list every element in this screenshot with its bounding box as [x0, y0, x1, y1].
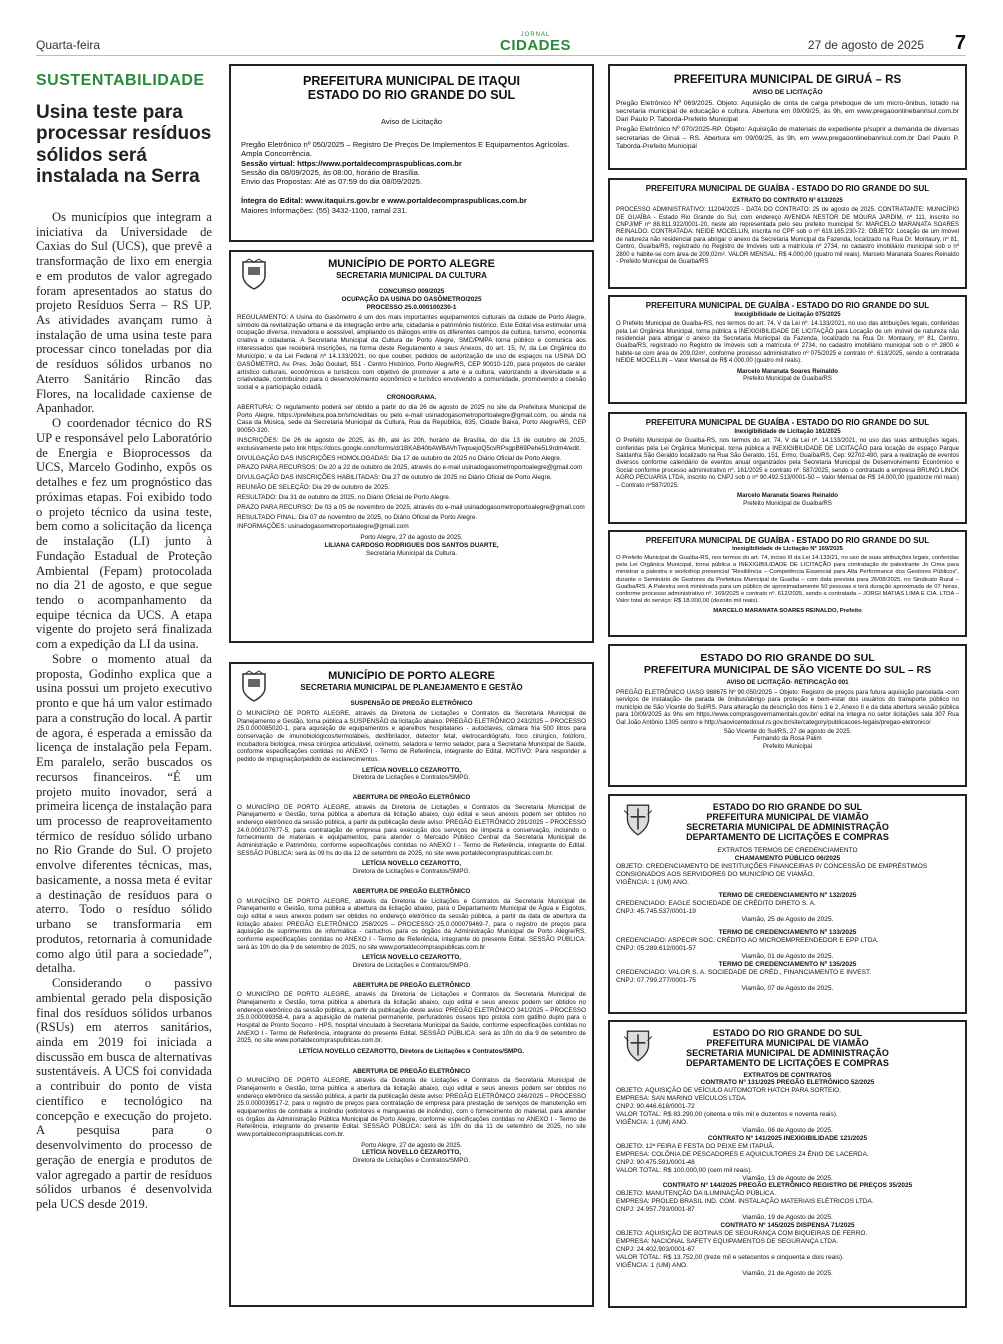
paragraph: Considerando o passivo ambiental gerado pela disposição final dos resíduos sólidos urbanos (RSUs) em aterros sanitários, ainda em 2019 foi iniciada a discussão em busca de alternativas sustentáveis. A UCS foi convidada a contribuir do ponto de vista científico e tecnológico na concepção e execução do projeto. A pesquisa para o desenvolvimento do processo de geração de energia e produtos de valor agregado a partir de resíduos sólidos urbanos é desenvolvida pela UCS desde 2019. — [36, 976, 212, 1212]
page-number: 7 — [954, 32, 966, 54]
ad-porto-alegre-cultura: MUNICÍPIO DE PORTO ALEGRE SECRETARIA MUNICIPAL DA CULTURA CONCURSO 009/2025 OCUPAÇÃO DA USINA DO GASÔMETRO/2025 PROCESSO 25.0.000100230-1 REGULAMENTO: A Usina do Gasômetro é um dos mais importantes equipamentos culturais da cidade de Porto Alegre, símbolo da revitalização urbana e da integração entre arte, cidadania e patrimônio histórico. Este Edital visa estimular uma ocupação diversa, inovadora e acessível, ampliando os diálogos entre os diferentes campos da cultura, turismo, economia criativa e cidadania. A Secretaria Municipal da Cultura de Porto Alegre, SMC/PMPA torna público e comunica aos interessados que receberá inscrições, na forma deste Regulamento e seus Anexos, do art. 15, IV, da Lei Orgânica do Município, e da Lei Federal nº 14.133/2021, no que couber, pedidos de autorização de uso de espaços na USINA DO GASÔMETRO, Av. Pres. João Goulart, 551 - Centro Histórico, Porto Alegre/RS, CEP 90010-120, para projetos de caráter artístico culturais, econômicos e turísticos com objetivo de promover a arte e a cultura, valorizando a diversidade e a criatividade, contribuindo para o desenvolvimento econômico e turístico envolvendo a comunidade, promovendo a coesão social e a participação cidadã. CRONOGRAMA. ABERTURA: O regulamento poderá ser obtido a partir do dia 26 de agosto de 2025 no site da Prefeitura Municipal de Porto Alegre, https://prefeitura.poa.br/smc/editais ou pelo e-mail usinadogasometroportoalegre@gmail.com, ou ainda na Casa da Música, sede da Secretaria Municipal da Cultura, Rua da República, 635, Cidade Baixa, Porto Alegre/RS, CEP 90050-320. INSCRIÇÕES: De 26 de agosto de 2025, às 8h, até às 20h, horário de Brasília, do dia 13 de outubro de 2025, exclusivamente pelo link https://docs.google.com/forms/d/1BKAB40bAWBAVhTwpuejoQ5cvRPsgpB69Pehe5L9rdm4/edit. DIVULGAÇÃO DAS INSCRIÇÕES HOMOLOGADAS: Dia 17 de outubro de 2025 no Diário Oficial de Porto Alegre. PRAZO PARA RECURSOS: De 20 a 22 de outubro de 2025, através do e-mail usinadogasometroportoalegre@gmail.com DIVULGAÇÃO DAS INSCRIÇÕES HABILITADAS: Dia 27 de outubro de 2025 no Diário Oficial de Porto Alegre. REUNIÃO DE SELEÇÃO: Dia 29 de outubro de 2025. RESULTADO: Dia 31 de outubro de 2025, no Diário Oficial de Porto Alegre. PRAZO PARA RECURSO: De 03 a 05 de novembro de 2025, através do e-mail usinadogasometroportoalegre@gmail.com RESULTADO FINAL: Dia 07 de novembro de 2025, no Diário Oficial de Porto Alegre. INFORMAÇÕES: usinadogasometroportoalegre@gmail.com Porto Alegre, 27 de agosto de 2025. LILIANA CARDOSO RODRIGUES DOS SANTOS DUARTE, Secretária Municipal da Cultura. — [229, 250, 594, 643]
ad-viamao-contratos: ESTADO DO RIO GRANDE DO SUL PREFEITURA MUNICIPAL DE VIAMÃO SECRETARIA MUNICIPAL DE ADMINISTRAÇÃO DEPARTAMENTO DE LICITAÇÕES E COMPRAS EXTRATOS DE CONTRATOS CONTRATO Nº 131/2025 PREGÃO ELETRÔNICO 52/2025 OBJETO: AQUISIÇÃO DE VEÍCULO AUTOMOTOR HATCH PARA SORTEIO. EMPRESA: SAN MARINO VEÍCULOS LTDA. CNPJ: 90.446.618/0001-72 VALOR TOTAL: R$ 83.290,00 (oitenta e três mil e duzentos e noventa reais). VIGÊNCIA: 1 (UM) ANO. Viamão, 06 de Agosto de 2025. CONTRATO Nº 141/2025 INEXIGIBILIDADE 121/2025 OBJETO: 12ª FEIRA E FESTA DO PEIXE EM ITAPUÃ. EMPRESA: COLÔNIA DE PESCADORES E AQUICULTORES Z4 ÊNIO DE LACERDA. CNPJ: 90.475.591/0001-48 VALOR TOTAL: R$ 100.000,00 (cem mil reais). Viamão, 13 de Agosto de 2025. CONTRATO Nº 144/2025 PREGÃO ELETRÔNICO REGISTRO DE PREÇOS 35/2025 OBJETO: MANUTENÇÃO DA ILUMINAÇÃO PÚBLICA. EMPRESA: PROLED BRASIL IND. COM. INSTALAÇÃO MATERIAIS ELÉTRICOS LTDA. CNPJ: 24.957.793/0001-87 Viamão, 19 de Agosto de 2025. CONTRATO Nº 145/2025 DISPENSA 71/2025 OBJETO: AQUISIÇÃO DE BOTINAS DE SEGURANÇA COM BIQUEIRAS DE FERRO. EMPRESA: NACIONAL SAFETY EQUIPAMENTOS DE SEGURANÇA LTDA. CNPJ: 24.402.903/0001-67 VALOR TOTAL: R$ 13.752,00 (treze mil e setecentos e cinquenta e dois reais). VIGÊNCIA: 1 (UM) ANO. Viamão, 21 de Agosto de 2025. — [608, 1020, 967, 1308]
notice-block: SUSPENSÃO DE PREGÃO ELETRÔNICO O MUNICÍPIO DE PORTO ALEGRE, através da Diretoria de Licitações e Contratos da Secretaria Municipal de Planejamento e Gestão, torna pública a SUSPENSÃO da licitação abaixo: PREGÃO ELETRÔNICO 243/2025 – PROCESSO 25.0.000085020-1, para aquisição de equipamentos e aparelhos hospitalares - autoclaves, câmara fria 500 litros para conservação de imunobiológicos/termolábeis, desfibrilador, detector fetal, eletrocardiógrafo, foco cirúrgico, fotóforo, incubadora biológica, mesa cirúrgica articulável, oxímetro, seladora e termo selador, para a Secretaria Municipal de Saúde, conforme especificações contidas no ANEXO I - Termo de Referência, integrante do Edital. MOTIVO: Para responder a pedido de impugnação/pedido de esclarecimentos. LETÍCIA NOVELLO CEZAROTTO, Diretora de Licitações e Contratos/SMPG. — [237, 700, 586, 782]
newspaper-logo: JORNAL CIDADES — [500, 32, 572, 54]
viamao-crest-icon — [622, 802, 654, 838]
ad-porto-alegre-smpg: MUNICÍPIO DE PORTO ALEGRE SECRETARIA MUNICIPAL DE PLANEJAMENTO E GESTÃO SUSPENSÃO DE PREGÃO ELETRÔNICO O MUNICÍPIO DE PORTO ALEGRE, através da Diretoria de Licitações e Contratos da Secretaria Municipal de Planejamento e Gestão, torna pública a SUSPENSÃO da licitação abaixo: PREGÃO ELETRÔNICO 243/2025 – PROCESSO 25.0.000085020-1, para aquisição de equipamentos e aparelhos hospitalares - autoclaves, câmara fria 500 litros para conservação de imunobiológicos/termolábeis, desfibrilador, detector fetal, eletrocardiógrafo, foco cirúrgico, fotóforo, incubadora biológica, mesa cirúrgica articulável, oxímetro, seladora e termo selador, para a Secretaria Municipal de Saúde, conforme especificações contidas no ANEXO I - Termo de Referência, integrante do Edital. MOTIVO: Para responder a pedido de impugnação/pedido de esclarecimentos. LETÍCIA NOVELLO CEZAROTTO, Diretora de Licitações e Contratos/SMPG. ABERTURA DE PREGÃO ELETRÔNICO O MUNICÍPIO DE PORTO ALEGRE, através da Diretoria de Licitações e Contratos da Secretaria Municipal de Planejamento e Gestão, torna pública a abertura da licitação abaixo, cujo edital e seus anexos podem ser obtidos no endereço eletrônico da sessão pública, a partir da publicação deste aviso: PREGÃO ELETRÔNICO 291/2025 – PROCESSO 24.0.000107677-5, para contratação de empresa para execução dos serviços de limpeza e conservação, incluindo o fornecimento de materiais e equipamentos, para atender o Mercado Público Central da Secretaria Municipal de Administração e Patrimônio, conforme especificações contidas no ANEXO I - Termo de Referência, integrante do Edital. SESSÃO PÚBLICA: será às 09 hs do dia 12 de setembro de 2025, no site www.portaldecompraspublicas.com.br. LETÍCIA NOVELLO CEZAROTTO, Diretora de Licitações e Contratos/SMPG. ABERTURA DE PREGÃO ELETRÔNICO O MUNICÍPIO DE PORTO ALEGRE, através da Diretoria de Licitações e Contratos da Secretaria Municipal de Planejamento e Gestão, torna pública a abertura da licitação abaixo, para o Departamento Municipal de Água e Esgotos, cujo edital e seus anexos podem ser obtidos no endereço eletrônico da sessão pública, a partir da data de abertura da licitação abaixo: PREGÃO ELETRÔNICO 258/2025 – PROCESSO 25.0.000079469-7, para o registro de preços para aquisição de suprimentos de informática - cartuchos para os órgãos da Administração Municipal de Porto Alegre/RS, conforme especificações contidas no ANEXO I - Termo de Referência, integrante do presente Edital. SESSÃO PÚBLICA: será às 10h do dia 9 de setembro de 2025, no site www.portaldecompraspublicas.com.br LETÍCIA NOVELLO CEZAROTTO, Diretora de Licitações e Contratos/SMPG. ABERTURA DE PREGÃO ELETRÔNICO O MUNICÍPIO DE PORTO ALEGRE, através da Diretoria de Licitações e Contratos da Secretaria Municipal de Planejamento e Gestão, torna pública a abertura da licitação abaixo, cujo edital e seus anexos podem ser obtidos no endereço eletrônico da sessão pública, a partir da publicação deste aviso: PREGÃO ELETRÔNICO 341/2025 – PROCESSO 25.0.000099358-4, para a aquisição de material permanente, perfuradores ósseos tipo pistola com gatilho duplo para o Hospital de Pronto Socorro - HPS, hospital vinculado à Secretaria Municipal da Saúde, conforme especificações contidas no ANEXO I - Termo de Referência, integrante do presente Edital. SESSÃO PÚBLICA: será às 10h do dia 9 de setembro de 2025, no site www.portaldecompraspublicas.com.br. LETÍCIA NOVELLO CEZAROTTO, Diretora de Licitações e Contratos/SMPG. ABERTURA DE PREGÃO ELETRÔNICO O MUNICÍPIO DE PORTO ALEGRE, através da Diretoria de Licitações e Contratos da Secretaria Municipal de Planejamento e Gestão, torna pública a abertura da licitação abaixo, cujo edital e seus anexos podem ser obtidos no endereço eletrônico da sessão pública, a partir da publicação deste aviso: PREGÃO ELETRÔNICO 246/2025 – PROCESSO 25.0.000039517-2, para o registro de preços para contratação de empresa para prestação de serviços de manutenção em equipamentos de combate a incêndio (extintores e mangueiras de incêndio), com o fornecimento do material, para atender os órgãos da Administração Pública Municipal de Porto Alegre, conforme especificações contidas no ANEXO I - Termo de Referência, integrante do presente Edital. SESSÃO PÚBLICA: será às 10h do dia 11 de setembro de 2025, no site www.portaldecompraspublicas.com.br. Porto Alegre, 27 de agosto de 2025. LETÍCIA NOVELLO CEZAROTTO, Diretora de Licitações e Contratos/SMPG. — [229, 662, 594, 1307]
page-header — [36, 34, 966, 56]
paragraph: Os municípios que integram a iniciativa da Universidade de Caxias do Sul (UCS), que prevê a transformação de lixo em energia e em produtos de valor agregado foram apresentados ao status do projeto Resíduos Serra – RS UP. As atividades avançam rumo à instalação de uma usina teste para processar cinco toneladas por dia de resíduos sólidos urbanos no Aterro Sanitário Rincão das Flores, na localidade caxiense de Apanhador. — [36, 209, 212, 416]
notice-block: ABERTURA DE PREGÃO ELETRÔNICO O MUNICÍPIO DE PORTO ALEGRE, através da Diretoria de Licitações e Contratos da Secretaria Municipal de Planejamento e Gestão, torna pública a abertura da licitação abaixo, cujo edital e seus anexos podem ser obtidos no endereço eletrônico da sessão pública, a partir da publicação deste aviso: PREGÃO ELETRÔNICO 341/2025 – PROCESSO 25.0.000099358-4, para a aquisição de material permanente, perfuradores ósseos tipo pistola com gatilho duplo para o Hospital de Pronto Socorro - HPS, hospital vinculado à Secretaria Municipal da Saúde, conforme especificações contidas no ANEXO I - Termo de Referência, integrante do presente Edital. SESSÃO PÚBLICA: será às 10h do dia 9 de setembro de 2025, no site www.portaldecompraspublicas.com.br. LETÍCIA NOVELLO CEZAROTTO, Diretora de Licitações e Contratos/SMPG. — [237, 981, 586, 1055]
paragraph: O coordenador técnico do RS UP e responsável pelo Laboratório de Energia e Bioprocessos da UCS, Marcelo Godinho, expôs os detalhes e fez um prognóstico das próximas etapas. Foi exibido todo o projeto técnico da usina teste, bem como a solicitação da licença de instalação (LI) junto à Fundação Estadual de Proteção Ambiental (Fepam) protocolada no dia 21 de agosto, e que segue tendo o acompanhamento da equipe técnica da UCS. A etapa vigente do projeto será finalizada com a expedição da LI da usina. — [36, 416, 212, 652]
headline: Usina teste para processar resíduos sólidos será instalada na Serra — [36, 102, 212, 188]
viamao-crest-icon — [622, 1028, 654, 1064]
ad-viamao-credenciamento: ESTADO DO RIO GRANDE DO SUL PREFEITURA MUNICIPAL DE VIAMÃO SECRETARIA MUNICIPAL DE ADMINISTRAÇÃO DEPARTAMENTO DE LICITAÇÕES E COMPRAS EXTRATOS TERMOS DE CREDENCIAMENTO CHAMAMENTO PÚBLICO 06/2025 OBJETO: CREDENCIAMENTO DE INSTITUIÇÕES FINANCEIRAS P/ CONCESSÃO DE EMPRÉSTIMOS CONSIGNADOS AOS SERVIDORES DO MUNICÍPIO DE VIAMÃO. VIGÊNCIA: 1 (UM) ANO. TERMO DE CREDENCIAMENTO Nº 132/2025 CREDENCIADO: EAGLE SOCIEDADE DE CRÉDITO DIRETO S. A. CNPJ: 45.745.537/0001-19 Viamão, 25 de Agosto de 2025. TERMO DE CREDENCIAMENTO Nº 133/2025 CREDENCIADO: ASPECIR SOC. CRÉDITO AO MICROEMPREENDEDOR E EPP LTDA. CNPJ: 05.289.612/0001-57 Viamão, 01 de Agosto de 2025. TERMO DE CREDENCIAMENTO Nº 135/2025 CREDENCIADO: VALOR S. A. SOCIEDADE DE CRÉD., FINANCIAMENTO E INVEST. CNPJ: 07.799.277/0001-75 Viamão, 07 de Agosto de 2025. — [608, 794, 967, 1014]
ad-girua: PREFEITURA MUNICIPAL DE GIRUÁ – RS AVISO DE LICITAÇÃO Pregão Eletrônico Nº 069/2025. Objeto: Aquisição de cinta de carga p/reboque de um micro-ônibus, lotado na secretaria municipal de educação e cultura. Abertura em 09/09/25, às 9h, em www.pregaoonlinebanrisul.com.br Dari Paulo P. Taborda-Prefeito Municipal Pregão Eletrônico Nº 070/2025-RP. Objeto: Aquisição de materiais de expediente p/suprir a demanda de diversas secretarias de Giruá – RS. Abertura em 09/09/25, às 9h, em www.pregaoonlinebanrisul.com.br Dari Paulo P. Taborda-Prefeito Municipal — [608, 64, 967, 170]
notice-block: ABERTURA DE PREGÃO ELETRÔNICO O MUNICÍPIO DE PORTO ALEGRE, através da Diretoria de Licitações e Contratos da Secretaria Municipal de Planejamento e Gestão, torna pública a abertura da licitação abaixo, cujo edital e seus anexos podem ser obtidos no endereço eletrônico da sessão pública, a partir da publicação deste aviso: PREGÃO ELETRÔNICO 246/2025 – PROCESSO 25.0.000039517-2, para o registro de preços para contratação de empresa para prestação de serviços de manutenção em equipamentos de combate a incêndio (extintores e mangueiras de incêndio), com o fornecimento do material, para atender os órgãos da Administração Pública Municipal de Porto Alegre, conforme especificações contidas no ANEXO I - Termo de Referência, integrante do presente Edital. SESSÃO PÚBLICA: será às 10h do dia 11 de setembro de 2025, no site www.portaldecompraspublicas.com.br. Porto Alegre, 27 de agosto de 2025. LETÍCIA NOVELLO CEZAROTTO, Diretora de Licitações e Contratos/SMPG. — [237, 1067, 586, 1164]
weekday: Quarta-feira — [36, 38, 101, 52]
ad-guaiba-inexigibilidade-075: PREFEITURA MUNICIPAL DE GUAÍBA - ESTADO DO RIO GRANDE DO SUL Inexigibilidade de Licitação 075/2025 O Prefeito Municipal de Guaíba-RS, nos termos do art. 74, V da Lei nº. 14.133/2021, no uso das atribuições legais, conferidas pela Lei Orgânica Municipal, torna pública a INEXIGIBILIDADE DE LICITAÇÃO para Locação de um imóvel de natureza não residencial para abrigar o anexo da Secretaria Municipal da Fazenda, localizado na Rua Dr. Montaury, nº 81, Centro, Guaíba/RS, registrado no Registro de Imóveis sob a matrícula nº 2734, no cadastro imobiliário municipal sob o nº 2800 e habite-se com área de 209,02m², conforme processo administrativo nº 075/2025 e contrato nº. 613/2025, sendo a contratada NEIDE MOCELLIN – Valor Mensal de R$ 4.000,00 (quatro mil reais). Marcelo Maranata Soares Reinaldo Prefeito Municipal de Guaíba/RS — [608, 295, 967, 404]
article-body — [36, 210, 212, 1212]
ad-itaqui: PREFEITURA MUNICIPAL DE ITAQUI ESTADO DO RIO GRANDE DO SUL Aviso de Licitação Pregão Eletrônico nº 050/2025 – Registro De Preços De Implementos E Equipamentos Agrícolas. Ampla Concorrência. Sessão virtual: https://www.portaldecompraspublicas.com.br Sessão dia 08/09/2025, às 08:00, horário de Brasília. Envio das Propostas: Até as 07:59 do dia 08/09/2025. Íntegra do Edital: www.itaqui.rs.gov.br e www.portaldecompraspublicas.com.br Maiores Informações: (55) 3432-1100, ramal 231. — [229, 64, 594, 242]
issue-date: 27 de agosto de 2025 — [807, 38, 924, 52]
ad-sao-vicente-do-sul: ESTADO DO RIO GRANDE DO SUL PREFEITURA MUNICIPAL DE SÃO VICENTE DO SUL – RS AVISO DE LICITAÇÃO- RETIFICAÇÃO 001 PREGÃO ELETRÔNICO UASG 988675 Nº 90.050/2025 – Objeto: Registro de preços para futura aquisição parcelada -com serviços de instalação- de parada de ônibus/abrigo para proteção e bem-estar dos usuários do transporte público no município de São Vicente do Sul/RS. Para alteração da descrição dos itens 1 e 2, Anexo II e da data abertura sessão pública para 10/09/2025 às 9hs em https://www.comprasgovernamentais.gov.br/ edital na íntegra no setor licitações sala 307 Rua Gal João Antônio 1305 centro e http://saovicentedosul.rs.gov.br/site/category/publicacoes-legais/pregao-eletronico/ São Vicente do Sul/RS, 27 de agosto de 2025. Fernando da Rosa Palim Prefeito Municipal — [608, 644, 967, 787]
porto-alegre-crest-icon — [239, 670, 269, 704]
paragraph: Sobre o momento atual da proposta, Godinho explica que a usina possui um projeto executivo pronto e que há um valor estimado para a construção do local. A partir de agora, é esperada a emissão da licença de instalação pela Fepam. Em paralelo, serão buscados os recursos financeiros. “É um projeto muito inovador, será a primeira licença de instalação para um processo de reaproveitamento térmico de resíduo sólido urbano no Rio Grande do Sul. O projeto envolve diferentes técnicas, mas, basicamente, a nossa meta é evitar a destinação de resíduos para o aterro. Todo o resíduo sólido urbano se transformaria em produtos, retornaria à comunidade como algo útil para a sociedade”, detalha. — [36, 651, 212, 976]
notice-block: ABERTURA DE PREGÃO ELETRÔNICO O MUNICÍPIO DE PORTO ALEGRE, através da Diretoria de Licitações e Contratos da Secretaria Municipal de Planejamento e Gestão, torna pública a abertura da licitação abaixo, cujo edital e seus anexos podem ser obtidos no endereço eletrônico da sessão pública, a partir da publicação deste aviso: PREGÃO ELETRÔNICO 291/2025 – PROCESSO 24.0.000107677-5, para contratação de empresa para execução dos serviços de limpeza e conservação, incluindo o fornecimento de materiais e equipamentos, para atender o Mercado Público Central da Secretaria Municipal de Administração e Patrimônio, conforme especificações contidas no ANEXO I - Termo de Referência, integrante do Edital. SESSÃO PÚBLICA: será às 09 hs do dia 12 de setembro de 2025, no site www.portaldecompraspublicas.com.br. LETÍCIA NOVELLO CEZAROTTO, Diretora de Licitações e Contratos/SMPG. — [237, 794, 586, 876]
porto-alegre-crest-icon — [239, 258, 269, 292]
notice-block: ABERTURA DE PREGÃO ELETRÔNICO O MUNICÍPIO DE PORTO ALEGRE, através da Diretoria de Licitações e Contratos da Secretaria Municipal de Planejamento e Gestão, torna pública a abertura da licitação abaixo, para o Departamento Municipal de Água e Esgotos, cujo edital e seus anexos podem ser obtidos no endereço eletrônico da sessão pública, a partir da data de abertura da licitação abaixo: PREGÃO ELETRÔNICO 258/2025 – PROCESSO 25.0.000079469-7, para o registro de preços para aquisição de suprimentos de informática - cartuchos para os órgãos da Administração Municipal de Porto Alegre/RS, conforme especificações contidas no ANEXO I - Termo de Referência, integrante do presente Edital. SESSÃO PÚBLICA: será às 10h do dia 9 de setembro de 2025, no site www.portaldecompraspublicas.com.br LETÍCIA NOVELLO CEZAROTTO, Diretora de Licitações e Contratos/SMPG. — [237, 887, 586, 969]
ad-guaiba-extrato-613: PREFEITURA MUNICIPAL DE GUAÍBA - ESTADO DO RIO GRANDE DO SUL EXTRATO DO CONTRATO Nº 613/2025 PROCESSO ADMINISTRATIVO: 11204/2025 - DATA DO CONTRATO: 25 de agosto de 2025. CONTRATANTE: MUNICÍPIO DE GUAÍBA - Estado Rio Grande do Sul, com endereço AVENIDA NESTOR DE MOURA JARDIM, nº 111, inscrito no CNPJ/MF nº 88.811.922/0001-20, neste ato representada pelo seu prefeito municipal Sr. MARCELO MARANATA SOARES REINALDO. CONTRATADA: NEIDE MOCELLIN, inscrita no CPF sob o nº 619.165.230-72. OBJETO: Locação de um imóvel de natureza não residencial para abrigar o anexo da Secretaria Municipal da Fazenda, localizado na Rua Dr. Montaury, nº 81, Centro, Guaíba/RS, registrado no Registro de Imóveis sob a matrícula nº 2734, no cadastro imobiliário municipal sob o nº 2800 e habite-se com área de 209,02m². VALOR MENSAL: R$ 4.000,00 (quatro mil reais). Marcelo Maranata Soares Reinaldo - Prefeito Municipal de Guaíba/RS — [608, 178, 967, 289]
ad-guaiba-inexigibilidade-161: PREFEITURA MUNICIPAL DE GUAÍBA - ESTADO DO RIO GRANDE DO SUL Inexigibilidade de Licitação 161/2025 O Prefeito Municipal de Guaíba-RS, nos termos do art. 74, V da Lei nº. 14.133/2021, no uso das suas atribuições legais, conferidas pela Lei Orgânica Municipal, torna pública a INEXIGIBILIDADE DE LICITAÇÃO para locação de espaço Parque Saldanha São Geraldo localizado na Rua São Geraldo, 151, Ermo, Guaíba/RS, Cep: 92702-490, para a realização de eventos diversos conforme calendário de eventos anual organizados pela Secretaria Municipal de Desenvolvimento Econômico e Social conforme processo administrativo nº. 161/2025 e contrato nº. 587/2025, sendo o contratado a empresa BRUNO LINCK AGRO PECUARIA LTDA, inscrito no CNPJ sob o nº 90.492.513/0001-50 – Valor Mensal de R$ 14.000,00 (quatorze mil reais) – Contrato nº587/2025. Marcelo Maranata Soares Reinaldo Prefeito Municipal de Guaíba/RS — [608, 412, 967, 524]
ad-guaiba-inexigibilidade-169: PREFEITURA MUNICIPAL DE GUAÍBA - ESTADO DO RIO GRANDE DO SUL Inexigibilidade de Licitação Nº 169/2025 O Prefeito Municipal de Guaíba-RS, nos termos do art. 74, inciso III da Lei 14.133/21, no uso de suas atribuições legais, conferidas pela Lei Orgânica Municipal, torna pública a INEXIGIBILIDADE DE LICITAÇÃO para contratação de palestrante Jo Cima para ministrar a palestra e workshop presencial “Resiliência – Competência Essencial para Alta Performance dos Gestores Públicos”, durante o Seminário de Gestores da Prefeitura Municipal de Guaíba – com data prevista para 26/08/2025, no Sindicato Rural – Guaíba/RS. A Palestra será ministrada para um público de aproximadamente 50 pessoas e terá duração aproximada de 07 horas, conforme processo administrativo nº. 169/2025 e contrato nº. 612/2025, sendo a contratada – JORGI MATIAS LIMA E CIA. LTDA – Valor total do serviço: R$ 18.000,00 (dezoito mil reais). MARCELO MARANATA SOARES REINALDO, Prefeito — [608, 530, 967, 637]
article — [36, 72, 212, 1212]
section-label: SUSTENTABILIDADE — [36, 72, 205, 89]
